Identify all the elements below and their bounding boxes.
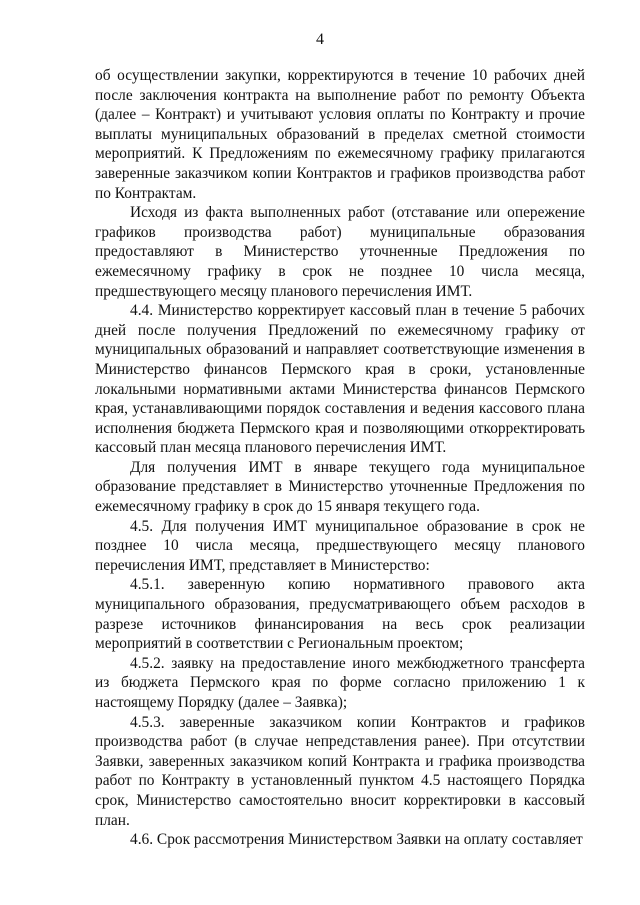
paragraph-procurement-continuation: об осуществлении закупки, корректируются в течение 10 рабочих дней после заключения контракта на выполнение работ по ремонту Объекта (далее – Контракт) и учитывают условия оплаты по Контракту и прочие выплаты муниципальных образований в пределах сметной стоимости мероприятий. К Предложениям по ежемесячному графику прилагаются заверенные заказчиком копии Контрактов и графиков производства работ по Контрактам.	[95, 67, 585, 202]
paragraph-4-5-documents: 4.5. Для получения ИМТ муниципальное образование в срок не позднее 10 числа месяца, предшествующего месяцу планового перечисления ИМТ, представляет в Министерство:	[95, 517, 585, 574]
document-body	[95, 66, 585, 850]
paragraph-4-6-review-term: 4.6. Срок рассмотрения Министерством Заявки на оплату составляет	[130, 831, 583, 849]
paragraph-january-proposals: Для получения ИМТ в январе текущего года муниципальное образование представляет в Министерство уточненные Предложения по ежемесячному графику в срок до 15 января текущего года.	[95, 458, 585, 516]
paragraph-updated-proposals: Исходя из факта выполненных работ (отставание или опережение графиков производства работ) муниципальные образования предоставляют в Министерство уточненные Предложения по ежемесячному графику в срок не позднее 10 числа месяца, предшествующего месяцу планового перечисления ИМТ.	[95, 204, 585, 300]
paragraph-4-4-cash-plan: 4.4. Министерство корректирует кассовый план в течение 5 рабочих дней после получения Предложений по ежемесячному графику от муниципальных образований и направляет соответствующие изменения в Министерство финансов Пермского края в сроки, установленные локальными нормативными актами Министерства финансов Пермского края, устанавливающими порядок составления и ведения кассового плана исполнения бюджета Пермского края и позволяющими откорректировать кассовый план месяца планового перечисления ИМТ.	[95, 302, 585, 457]
paragraph-4-5-2-application: 4.5.2. заявку на предоставление иного межбюджетного трансферта из бюджета Пермского края по форме согласно приложению 1 к настоящему Порядку (далее – Заявка);	[95, 654, 585, 711]
paragraph-4-5-1-legal-act: 4.5.1. заверенную копию нормативного правового акта муниципального образования, предусматривающего объем расходов в разрезе источников финансирования на весь срок реализации мероприятий в соответствии с Региональным проектом;	[95, 576, 585, 653]
page-number: 4	[316, 31, 324, 48]
paragraph-4-5-3-contracts: 4.5.3. заверенные заказчиком копии Контрактов и графиков производства работ (в случае непредставления ранее). При отсутствии Заявки, заверенных заказчиком копий Контракта и графика производства работ по Контракту в установленный пунктом 4.5 настоящего Порядка срок, Министерство самостоятельно вносит корректировки в кассовый план.	[95, 713, 585, 829]
